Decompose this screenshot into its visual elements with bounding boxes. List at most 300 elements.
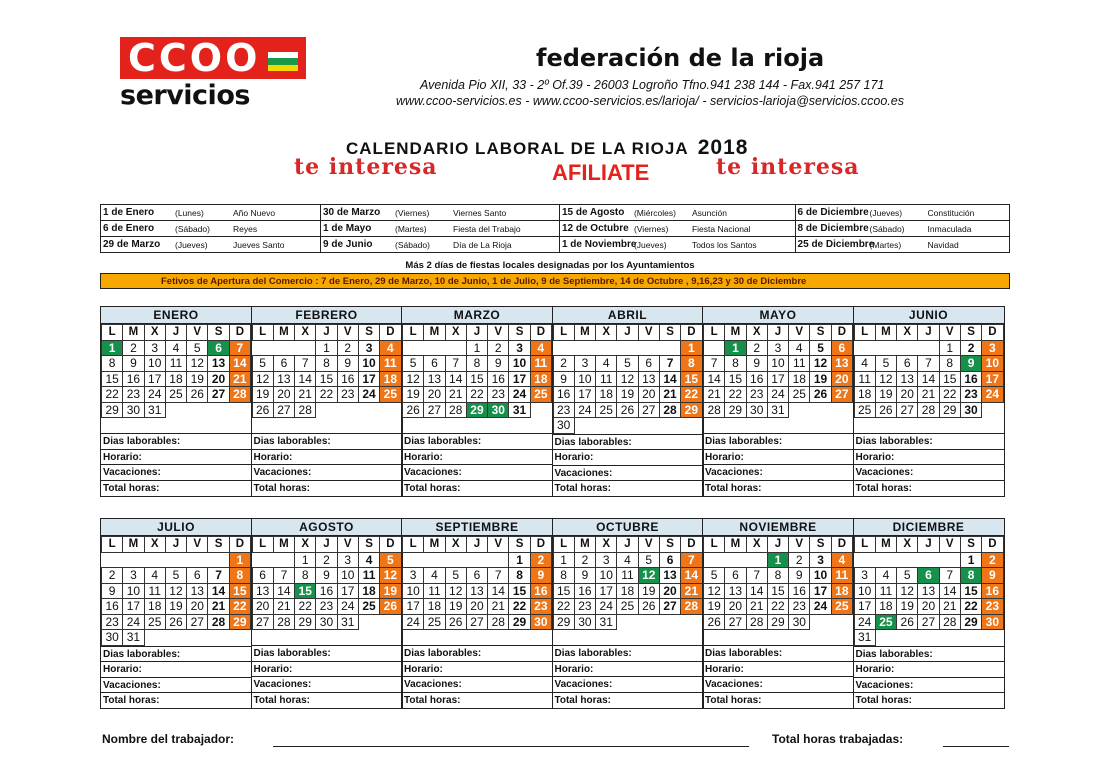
month-info-field[interactable]: Total horas:	[101, 480, 251, 496]
weekday-header: D	[380, 325, 401, 341]
calendar-day: 3	[810, 552, 831, 568]
total-hours-line[interactable]	[943, 746, 1009, 747]
calendar-day: 29	[509, 614, 530, 630]
empty-day	[789, 630, 810, 646]
calendar-day: 1	[939, 340, 960, 356]
empty-day	[530, 630, 551, 646]
calendar-day: 29	[466, 402, 487, 418]
calendar-day: 27	[208, 387, 229, 403]
calendar-day: 7	[704, 356, 725, 372]
calendar-day: 9	[982, 568, 1003, 584]
calendar-day: 1	[767, 552, 788, 568]
month-info-field[interactable]: Vacaciones:	[402, 464, 552, 480]
calendar-day: 4	[617, 552, 638, 568]
calendar-day: 14	[704, 371, 725, 387]
calendar-day: 5	[704, 568, 725, 584]
month-info-field[interactable]: Vacaciones:	[252, 676, 402, 692]
empty-day	[875, 340, 896, 356]
worker-name-label: Nombre del trabajador:	[102, 732, 235, 746]
calendar-day: 8	[553, 568, 574, 584]
month-info-field[interactable]: Total horas:	[252, 480, 402, 496]
holiday-weekday: (Lunes)	[175, 207, 204, 218]
calendar-day: 24	[337, 599, 358, 615]
calendar-day: 2	[102, 568, 123, 584]
empty-day	[596, 418, 617, 434]
month-info-field[interactable]: Horario:	[402, 661, 552, 677]
slogan-left: te interesa	[294, 154, 438, 180]
month-info-field[interactable]: Vacaciones:	[101, 464, 251, 480]
calendar-day: 30	[488, 402, 509, 418]
empty-day	[939, 418, 960, 434]
calendar-day: 30	[789, 614, 810, 630]
calendar-day: 15	[960, 583, 981, 599]
month-info-field[interactable]: Total horas:	[854, 480, 1004, 496]
month-info-field[interactable]: Total horas:	[854, 692, 1004, 708]
month-info-field[interactable]: Dias laborables:	[252, 645, 402, 661]
calendar-day: 29	[725, 402, 746, 418]
weekday-header: J	[617, 325, 638, 341]
weekday-header: D	[380, 537, 401, 553]
calendar-day: 16	[337, 371, 358, 387]
calendar-day: 26	[875, 402, 896, 418]
month-info-field[interactable]: Dias laborables:	[101, 433, 251, 449]
empty-day	[358, 614, 379, 630]
calendar-day: 2	[789, 552, 810, 568]
calendar-day: 17	[596, 583, 617, 599]
weekday-header: M	[273, 537, 294, 553]
weekday-header: D	[681, 325, 702, 341]
calendar-day: 15	[229, 583, 250, 599]
holiday-date: 9 de Junio	[323, 239, 373, 250]
holiday-name: Asunción	[691, 207, 727, 218]
calendar-day: 27	[725, 614, 746, 630]
month-name: ENERO	[101, 307, 251, 324]
calendar-day: 12	[897, 583, 918, 599]
weekday-header: D	[831, 537, 852, 553]
calendar-day: 2	[123, 340, 144, 356]
calendar-day: 28	[939, 614, 960, 630]
weekday-header: M	[273, 325, 294, 341]
empty-day	[854, 340, 875, 356]
weekday-header: M	[424, 325, 445, 341]
calendar-day: 21	[746, 599, 767, 615]
calendar-day: 4	[144, 568, 165, 584]
month-info-field[interactable]: Horario:	[854, 661, 1004, 677]
month-days-grid	[553, 324, 703, 434]
month-name: ABRIL	[553, 307, 703, 324]
empty-day	[659, 340, 680, 356]
month-info-field[interactable]: Vacaciones:	[553, 676, 703, 692]
month-info-field[interactable]: Dias laborables:	[402, 433, 552, 449]
calendar-day: 2	[316, 552, 337, 568]
weekday-header: J	[466, 537, 487, 553]
empty-day	[229, 630, 250, 646]
weekday-header: S	[659, 537, 680, 553]
calendar-day: 22	[767, 599, 788, 615]
calendar-day: 13	[638, 371, 659, 387]
empty-day	[295, 340, 316, 356]
calendar-day: 13	[897, 371, 918, 387]
holiday-cell	[559, 205, 795, 221]
month-info-field[interactable]: Horario:	[252, 449, 402, 465]
empty-day	[982, 630, 1003, 646]
calendar-day: 19	[704, 599, 725, 615]
weekday-header: S	[659, 325, 680, 341]
calendar-day: 5	[187, 340, 208, 356]
month-info-field[interactable]: Dias laborables:	[553, 645, 703, 661]
month-info-field[interactable]: Horario:	[101, 449, 251, 465]
empty-day	[810, 614, 831, 630]
calendar-day: 18	[875, 599, 896, 615]
month-name: OCTUBRE	[553, 519, 703, 536]
calendar-day: 4	[380, 340, 401, 356]
calendar-day: 28	[918, 402, 939, 418]
empty-day	[380, 402, 401, 418]
calendar-day: 22	[553, 599, 574, 615]
month-info-field[interactable]: Dias laborables:	[101, 646, 251, 662]
calendar-day: 6	[725, 568, 746, 584]
calendar-day: 22	[960, 599, 981, 615]
calendar-day: 15	[316, 371, 337, 387]
calendar-day: 27	[187, 614, 208, 630]
month-name: JUNIO	[854, 307, 1004, 324]
calendar-day: 24	[509, 387, 530, 403]
calendar-day: 1	[553, 552, 574, 568]
weekday-header: X	[596, 325, 617, 341]
empty-day	[918, 630, 939, 646]
calendar-day: 27	[831, 387, 852, 403]
holiday-weekday: (Sábado)	[175, 223, 210, 234]
month-info-field[interactable]: Dias laborables:	[553, 434, 703, 450]
calendar-day: 4	[875, 568, 896, 584]
month-info-field[interactable]: Total horas:	[703, 692, 853, 708]
calendar-day: 7	[273, 568, 294, 584]
holiday-name: Constitución	[927, 207, 975, 218]
calendar-day: 22	[316, 387, 337, 403]
empty-day	[897, 340, 918, 356]
total-hours-label: Total horas trabajadas:	[772, 732, 904, 746]
month-agosto	[251, 518, 403, 709]
calendar-day: 28	[273, 614, 294, 630]
calendar-day: 10	[596, 568, 617, 584]
empty-day	[982, 402, 1003, 418]
empty-day	[466, 552, 487, 568]
empty-day	[617, 340, 638, 356]
holiday-weekday: (Jueves)	[869, 207, 903, 218]
calendar-day: 30	[316, 614, 337, 630]
weekday-header: M	[875, 325, 896, 341]
commerce-opening-days: Fetivos de Apertura del Comercio : 7 de Enero, 29 de Marzo, 10 de Junio, 1 de Julio, 9 de Septiembre, 14 de Octubre , 9,16,23 y 30 de Diciembre	[100, 273, 1010, 289]
empty-day	[252, 418, 273, 434]
calendar-day: 18	[854, 387, 875, 403]
weekday-header: X	[746, 325, 767, 341]
worker-name-line[interactable]	[273, 746, 749, 747]
calendar-day: 12	[380, 568, 401, 584]
calendar-day: 20	[725, 599, 746, 615]
weekday-header: J	[767, 537, 788, 553]
calendar-day: 8	[681, 356, 702, 372]
empty-day	[960, 630, 981, 646]
weekday-header: M	[123, 537, 144, 553]
month-info-field[interactable]: Total horas:	[101, 692, 251, 708]
calendar-day: 1	[295, 552, 316, 568]
weekday-header: L	[553, 537, 574, 553]
empty-day	[466, 630, 487, 646]
month-name: FEBRERO	[252, 307, 402, 324]
month-julio	[100, 518, 252, 709]
empty-day	[831, 614, 852, 630]
month-info-field[interactable]: Total horas:	[402, 692, 552, 708]
month-info-field[interactable]: Vacaciones:	[252, 464, 402, 480]
empty-day	[187, 552, 208, 568]
empty-day	[208, 402, 229, 418]
calendar-day: 25	[789, 387, 810, 403]
calendar-day: 23	[574, 599, 595, 615]
month-info-field[interactable]: Dias laborables:	[703, 433, 853, 449]
calendar-day: 9	[789, 568, 810, 584]
month-info-field[interactable]: Total horas:	[402, 480, 552, 496]
empty-day	[187, 418, 208, 434]
weekday-header: M	[123, 325, 144, 341]
month-info-field[interactable]: Total horas:	[252, 692, 402, 708]
empty-day	[488, 552, 509, 568]
empty-day	[638, 418, 659, 434]
empty-day	[725, 418, 746, 434]
calendar-day: 21	[273, 599, 294, 615]
calendar-day: 3	[767, 340, 788, 356]
month-info-field[interactable]: Horario:	[252, 661, 402, 677]
month-info-field[interactable]: Dias laborables:	[402, 645, 552, 661]
month-info-field[interactable]: Vacaciones:	[703, 464, 853, 480]
calendar-day: 7	[659, 356, 680, 372]
month-info-field[interactable]: Dias laborables:	[854, 646, 1004, 662]
empty-day	[725, 630, 746, 646]
logo-subtitle: servicios	[120, 80, 250, 111]
month-info-field[interactable]: Horario:	[553, 661, 703, 677]
empty-day	[165, 630, 186, 646]
weekday-header: J	[165, 537, 186, 553]
calendar-day: 12	[187, 356, 208, 372]
calendar-day: 18	[617, 583, 638, 599]
empty-day	[939, 552, 960, 568]
calendar-day: 15	[939, 371, 960, 387]
weekday-header: J	[918, 537, 939, 553]
calendar-day: 13	[725, 583, 746, 599]
slogan-right: te interesa	[716, 154, 860, 180]
empty-day	[273, 340, 294, 356]
holiday-row	[101, 221, 1010, 237]
holiday-weekday: (Sábado)	[395, 239, 430, 250]
empty-day	[767, 418, 788, 434]
calendar-day: 19	[187, 371, 208, 387]
weekday-header: S	[810, 537, 831, 553]
month-info-field[interactable]: Horario:	[553, 449, 703, 465]
empty-day	[810, 402, 831, 418]
month-info-field[interactable]: Horario:	[703, 449, 853, 465]
calendar-day: 30	[574, 614, 595, 630]
calendar-day: 17	[144, 371, 165, 387]
weekday-header: X	[897, 537, 918, 553]
holiday-weekday: (Martes)	[869, 239, 902, 250]
month-info-field[interactable]: Total horas:	[553, 692, 703, 708]
calendar-day: 28	[488, 614, 509, 630]
calendar-day: 23	[982, 599, 1003, 615]
empty-day	[316, 418, 337, 434]
weekday-header: J	[617, 537, 638, 553]
calendar-day: 26	[165, 614, 186, 630]
calendar-day: 26	[638, 599, 659, 615]
calendar-day: 13	[918, 583, 939, 599]
calendar-day: 12	[638, 568, 659, 584]
empty-day	[553, 340, 574, 356]
month-info-field[interactable]: Horario:	[703, 661, 853, 677]
month-info-field[interactable]: Vacaciones:	[101, 677, 251, 693]
calendar-day: 30	[123, 402, 144, 418]
month-info-field[interactable]: Horario:	[101, 661, 251, 677]
empty-day	[704, 340, 725, 356]
calendar-day: 14	[918, 371, 939, 387]
month-days-grid	[252, 324, 402, 433]
calendar-day: 19	[810, 371, 831, 387]
calendar-day: 31	[337, 614, 358, 630]
calendar-day: 11	[358, 568, 379, 584]
calendar-day: 9	[337, 356, 358, 372]
calendar-day: 12	[704, 583, 725, 599]
empty-day	[897, 418, 918, 434]
calendar-day: 10	[337, 568, 358, 584]
weekday-header: L	[403, 325, 424, 341]
holiday-name: Año Nuevo	[233, 207, 276, 218]
month-days-grid	[101, 324, 251, 433]
empty-day	[659, 418, 680, 434]
month-info-field[interactable]: Horario:	[854, 449, 1004, 465]
month-info-field[interactable]: Dias laborables:	[252, 433, 402, 449]
calendar-day: 25	[831, 599, 852, 615]
calendar-day: 10	[403, 583, 424, 599]
empty-day	[854, 418, 875, 434]
calendar-day: 26	[252, 402, 273, 418]
calendar-day: 3	[596, 552, 617, 568]
calendar-day: 3	[509, 340, 530, 356]
month-info-field[interactable]: Total horas:	[703, 480, 853, 496]
calendar-day: 29	[553, 614, 574, 630]
holiday-date: 1 de Mayo	[323, 223, 372, 234]
month-junio	[853, 306, 1005, 497]
empty-day	[316, 630, 337, 646]
calendar-day: 13	[273, 371, 294, 387]
weekday-header: S	[810, 325, 831, 341]
empty-day	[982, 418, 1003, 434]
calendar-day: 8	[466, 356, 487, 372]
empty-day	[831, 402, 852, 418]
calendar-day: 10	[767, 356, 788, 372]
calendar-day: 24	[403, 614, 424, 630]
month-info-field[interactable]: Vacaciones:	[402, 676, 552, 692]
calendar-day: 17	[574, 387, 595, 403]
holiday-date: 29 de Marzo	[103, 239, 161, 250]
calendar-day: 5	[165, 568, 186, 584]
weekday-header: J	[165, 325, 186, 341]
holiday-cell	[101, 237, 321, 253]
empty-day	[316, 402, 337, 418]
month-enero	[100, 306, 252, 497]
calendar-day: 31	[596, 614, 617, 630]
calendar-day: 28	[746, 614, 767, 630]
weekday-header: X	[144, 325, 165, 341]
empty-day	[574, 340, 595, 356]
month-info-field[interactable]: Vacaciones:	[854, 464, 1004, 480]
weekday-header: L	[704, 537, 725, 553]
calendar-day: 10	[509, 356, 530, 372]
weekday-header: L	[553, 325, 574, 341]
month-abril	[552, 306, 704, 497]
weekday-header: D	[530, 537, 551, 553]
calendar-day: 26	[380, 599, 401, 615]
calendar-day: 6	[638, 356, 659, 372]
calendar-day: 21	[295, 387, 316, 403]
calendar-day: 8	[295, 568, 316, 584]
calendar-day: 28	[659, 402, 680, 418]
calendar-day: 5	[617, 356, 638, 372]
calendar-day: 19	[252, 387, 273, 403]
calendar-day: 20	[187, 599, 208, 615]
empty-day	[358, 630, 379, 646]
calendar-day: 12	[403, 371, 424, 387]
calendar-day: 27	[424, 402, 445, 418]
months-row-2	[100, 518, 1010, 709]
month-info-field[interactable]: Total horas:	[553, 480, 703, 496]
calendar-day: 15	[295, 583, 316, 599]
empty-day	[187, 402, 208, 418]
holiday-date: 6 de Diciembre	[797, 207, 869, 218]
slogan-afiliate: AFILIATE	[552, 160, 650, 185]
calendar-day: 21	[704, 387, 725, 403]
empty-day	[746, 630, 767, 646]
calendar-day: 13	[659, 568, 680, 584]
calendar-day: 17	[358, 371, 379, 387]
empty-day	[445, 418, 466, 434]
empty-day	[596, 340, 617, 356]
holiday-name: Viernes Santo	[453, 207, 507, 218]
calendar-day: 14	[208, 583, 229, 599]
month-info-field[interactable]: Dias laborables:	[703, 645, 853, 661]
month-info-field[interactable]: Dias laborables:	[854, 433, 1004, 449]
empty-day	[659, 614, 680, 630]
month-info-field[interactable]: Vacaciones:	[553, 465, 703, 481]
calendar-day: 31	[509, 402, 530, 418]
month-info-field[interactable]: Vacaciones:	[703, 676, 853, 692]
calendar-day: 3	[123, 568, 144, 584]
calendar-day: 16	[316, 583, 337, 599]
calendar-day: 10	[982, 356, 1003, 372]
holiday-date: 8 de Diciembre	[797, 223, 869, 234]
weekday-header: D	[530, 325, 551, 341]
empty-day	[638, 340, 659, 356]
calendar-day: 12	[617, 371, 638, 387]
calendar-day: 17	[854, 599, 875, 615]
calendar-day: 24	[982, 387, 1003, 403]
month-info-field[interactable]: Vacaciones:	[854, 677, 1004, 693]
calendar-day: 2	[982, 552, 1003, 568]
empty-day	[403, 418, 424, 434]
month-info-field[interactable]: Horario:	[402, 449, 552, 465]
calendar-day: 19	[445, 599, 466, 615]
weekday-header: V	[187, 537, 208, 553]
holiday-name: Todos los Santos	[691, 239, 757, 250]
empty-day	[681, 418, 702, 434]
calendar-day: 2	[553, 356, 574, 372]
calendar-day: 21	[445, 387, 466, 403]
